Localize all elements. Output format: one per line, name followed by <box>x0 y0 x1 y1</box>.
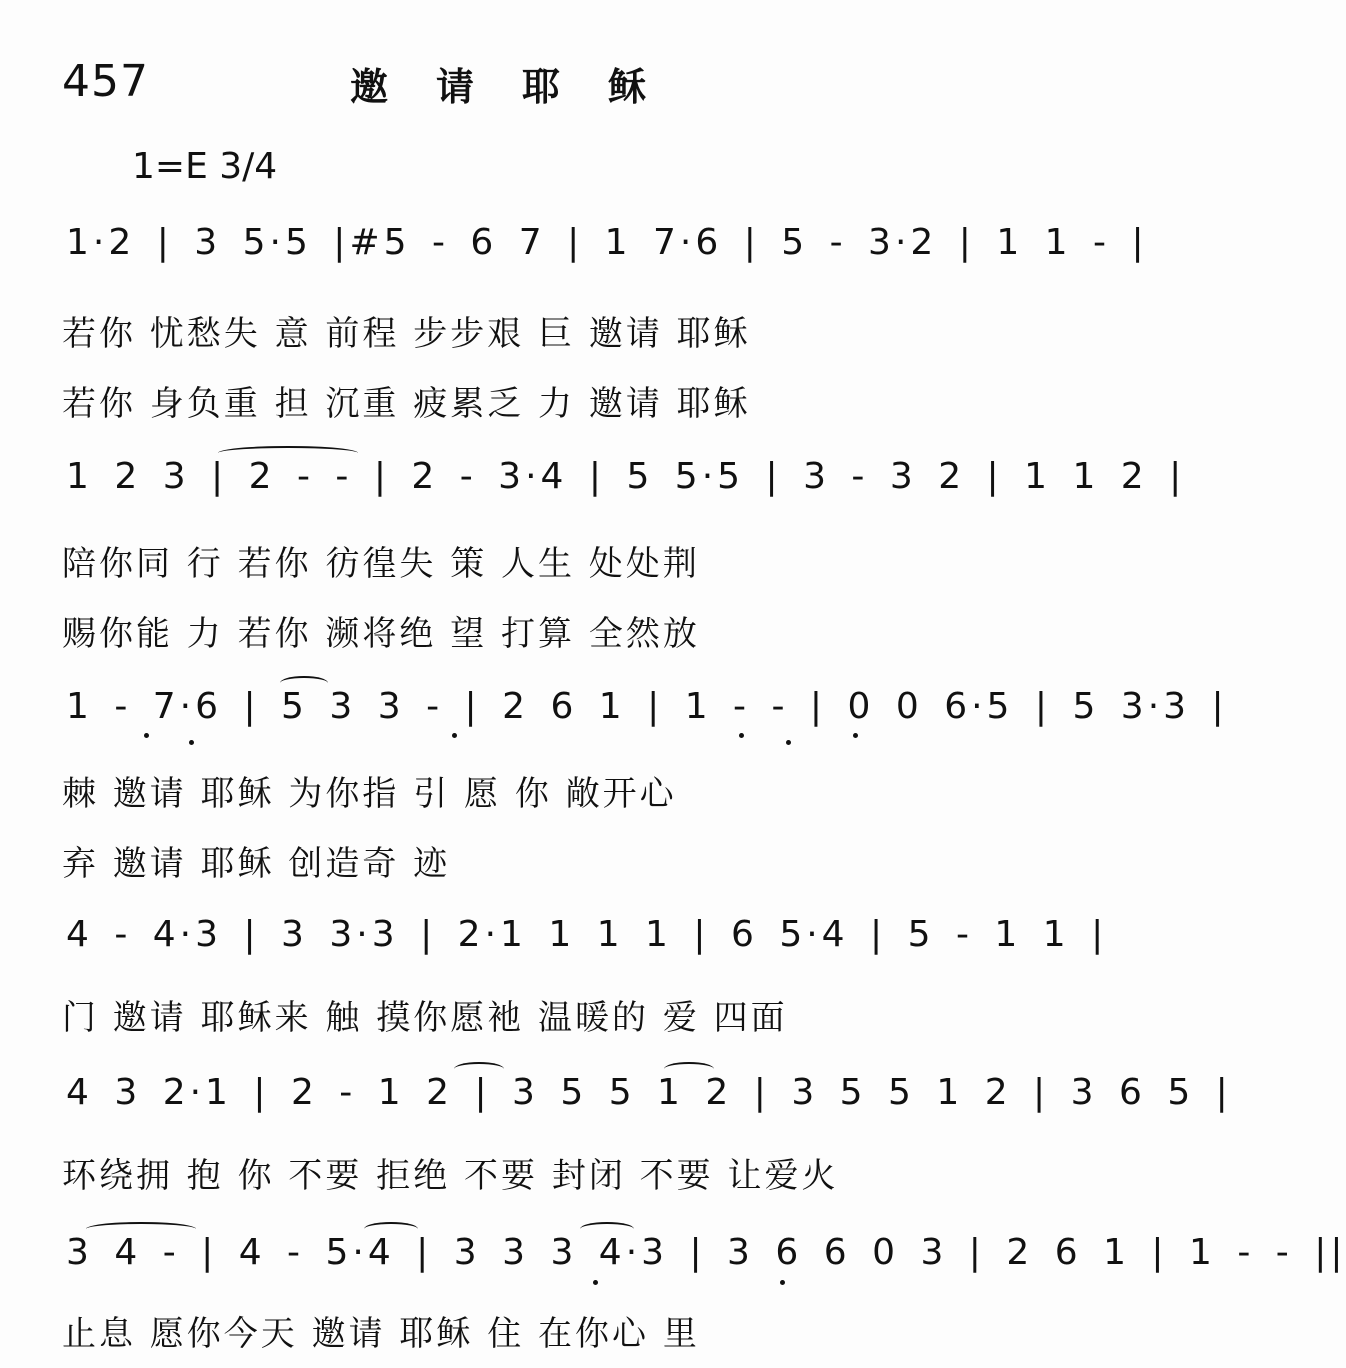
key-signature: 1=E 3/4 <box>132 146 278 187</box>
melody-line-1: 1·2 | 3 5·5 |#5 - 6 7 | 1 7·6 | 5 - 3·2 | 1 1 - | <box>66 222 1148 263</box>
dot-mark <box>853 733 858 738</box>
melody-line-4: 4 - 4·3 | 3 3·3 | 2·1 1 1 1 | 6 5·4 | 5 - 1 1 | <box>66 914 1108 955</box>
dot-mark <box>189 740 194 745</box>
lyric-line-6: 止息 愿你今天 邀请 耶稣 住 在你心 里 <box>62 1314 700 1354</box>
melody-line-5: 4 3 2·1 | 2 - 1 2 | 3 5 5 1 2 | 3 5 5 1 2 | 3 6 5 | <box>66 1072 1232 1113</box>
dot-mark <box>739 733 744 738</box>
lyric-line-2a: 陪你同 行 若你 彷徨失 策 人生 处处荆 <box>62 544 700 584</box>
song-title: 邀请耶稣 <box>350 65 695 109</box>
lyric-line-3b: 弃 邀请 耶稣 创造奇 迹 <box>62 844 451 884</box>
dot-mark <box>780 1280 785 1285</box>
lyric-line-2b: 赐你能 力 若你 濒将绝 望 打算 全然放 <box>62 614 700 654</box>
dot-mark <box>144 733 149 738</box>
lyric-line-1b: 若你 身负重 担 沉重 疲累乏 力 邀请 耶稣 <box>62 384 751 424</box>
melody-line-3: 1 - 7·6 | 5 3 3 - | 2 6 1 | 1 - - | 0 0 6·5 | 5 3·3 | <box>66 686 1228 727</box>
lyric-line-1a: 若你 忧愁失 意 前程 步步艰 巨 邀请 耶稣 <box>62 314 751 354</box>
melody-line-6: 3 4 - | 4 - 5·4 | 3 3 3 4·3 | 3 6 6 0 3 | 2 6 1 | 1 - - || <box>66 1232 1346 1273</box>
dot-mark <box>593 1280 598 1285</box>
dot-mark <box>786 740 791 745</box>
lyric-line-4: 门 邀请 耶稣来 触 摸你愿衪 温暖的 爱 四面 <box>62 998 788 1038</box>
lyric-line-3a: 棘 邀请 耶稣 为你指 引 愿 你 敞开心 <box>62 774 677 814</box>
melody-line-2: 1 2 3 | 2 - - | 2 - 3·4 | 5 5·5 | 3 - 3 2 | 1 1 2 | <box>66 456 1186 497</box>
lyric-line-5: 环绕拥 抱 你 不要 拒绝 不要 封闭 不要 让爱火 <box>62 1156 839 1196</box>
hymn-number: 457 <box>62 56 149 107</box>
dot-mark <box>452 733 457 738</box>
